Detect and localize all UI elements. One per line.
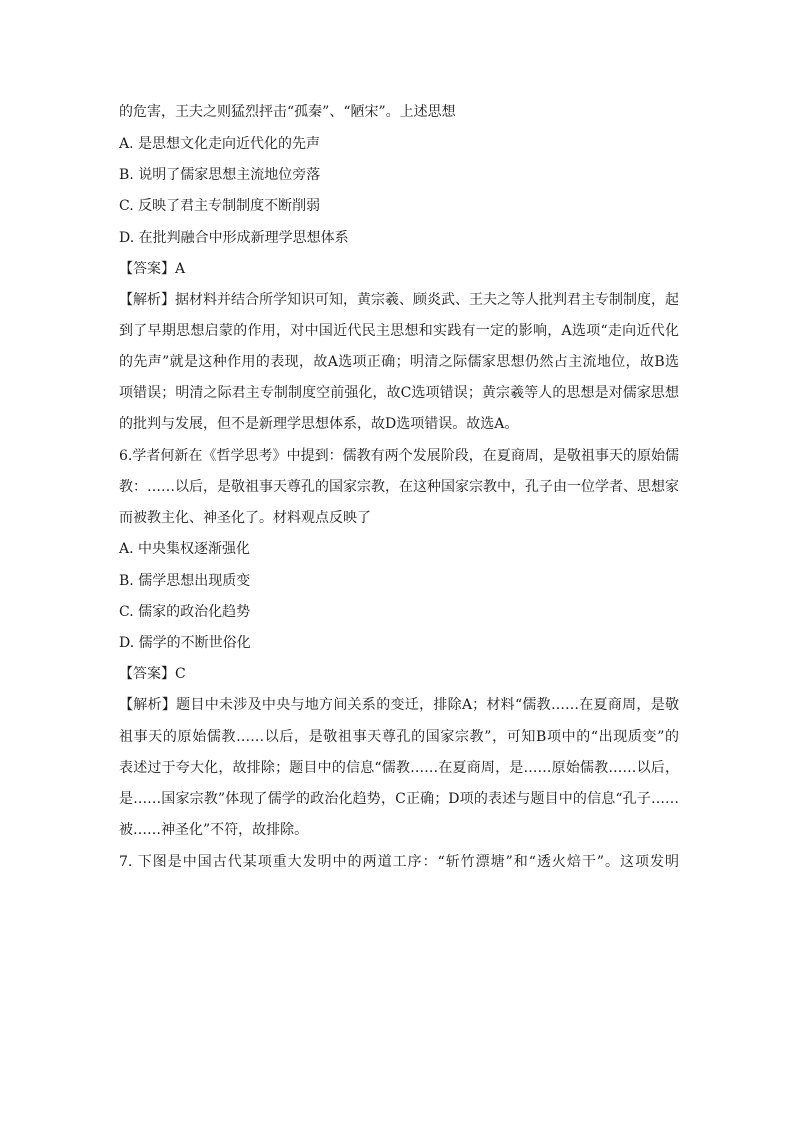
- q6-stem-line-2: 教：……以后，是敬祖事天尊孔的国家宗教，在这种国家宗教中，孔子由一位学者、思想家: [119, 479, 679, 495]
- q5-analysis-line-1: 【解析】据材料并结合所学知识可知，黄宗羲、顾炎武、王夫之等人批判君主专制制度，起: [119, 292, 679, 308]
- q6-stem-line-3: 而被教主化、神圣化了。材料观点反映了: [119, 510, 371, 526]
- q6-analysis-line-5: 被……神圣化”不符，故排除。: [119, 822, 309, 838]
- q6-option-a: A. 中央集权逐渐强化: [119, 541, 251, 557]
- q5-option-d: D. 在批判融合中形成新理学思想体系: [119, 230, 349, 246]
- q5-option-c: C. 反映了君主专制制度不断削弱: [119, 198, 321, 214]
- q5-analysis-line-5: 的批判与发展，但不是新理学思想体系，故D选项错误。故选A。: [119, 416, 519, 432]
- q5-option-b: B. 说明了儒家思想主流地位旁落: [119, 167, 321, 183]
- q6-option-c: C. 儒家的政治化趋势: [119, 604, 251, 620]
- q5-analysis-line-4: 项错误；明清之际君主专制制度空前强化，故C选项错误；黄宗羲等人的思想是对儒家思想: [119, 385, 679, 401]
- q5-answer: 【答案】A: [119, 261, 186, 277]
- q6-stem-line-1: 6.学者何新在《哲学思考》中提到：儒教有两个发展阶段，在夏商周，是敬祖事天的原始儒: [119, 448, 679, 464]
- q7-stem-line-1: 7. 下图是中国古代某项重大发明中的两道工序：“斩竹漂塘”和“透火焙干”。这项发明: [119, 854, 679, 870]
- q5-stem-tail: 的危害，王夫之则猛烈抨击“孤秦”、“陋宋”。上述思想: [119, 104, 456, 120]
- q5-analysis-line-2: 到了早期思想启蒙的作用，对中国近代民主思想和实践有一定的影响，A选项“走向近代化: [119, 323, 679, 339]
- q6-analysis-line-4: 是……国家宗教”体现了儒学的政治化趋势，C正确；D项的表述与题目中的信息“孔子……: [119, 791, 679, 807]
- q6-answer: 【答案】C: [119, 666, 186, 682]
- q6-analysis-line-1: 【解析】题目中未涉及中央与地方间关系的变迁，排除A；材料“儒教……在夏商周，是敬: [119, 697, 679, 713]
- q5-analysis-line-3: 的先声”就是这种作用的表现，故A选项正确；明清之际儒家思想仍然占主流地位，故B选: [119, 354, 679, 370]
- q5-option-a: A. 是思想文化走向近代化的先声: [119, 136, 321, 152]
- q6-analysis-line-2: 祖事天的原始儒教……以后，是敬祖事天尊孔的国家宗教”，可知B项中的“出现质变”的: [119, 729, 679, 745]
- q6-analysis-line-3: 表述过于夸大化，故排除；题目中的信息“儒教……在夏商周，是……原始儒教……以后，: [119, 760, 679, 776]
- q6-option-b: B. 儒学思想出现质变: [119, 573, 251, 589]
- q6-option-d: D. 儒学的不断世俗化: [119, 635, 251, 651]
